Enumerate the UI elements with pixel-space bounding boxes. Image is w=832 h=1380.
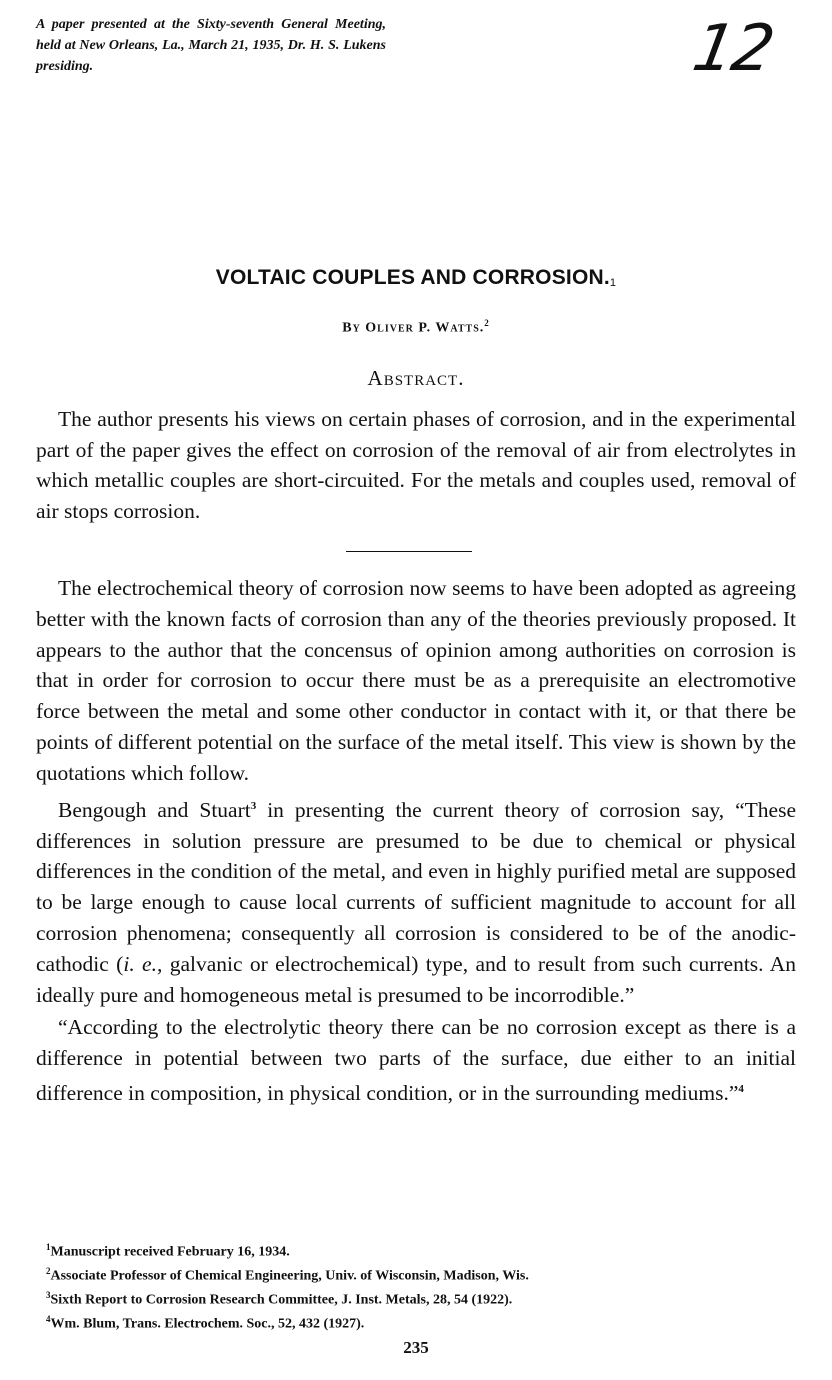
p2-start: Bengough and Stuart [58, 797, 251, 822]
footnote-number: 3 [46, 1290, 51, 1301]
body-paragraph-1: The electrochemical theory of corrosion now seems to have been adopted as agreeing better with the known facts of corrosion than any of the theories previously proposed. It appears to the author that the concensus of opinion among authorities on corrosion is that in order for corrosion to occur there must be as a prerequisite an electromotive force between the metal and some other conductor in contact with it, or that there be points of different potential on the surface of the metal itself. This view is shown by the quotations which follow. [36, 576, 796, 785]
byline-footnote-marker: 2 [484, 318, 490, 328]
title-footnote-marker: 1 [609, 277, 617, 289]
byline-text: By Oliver P. Watts. [342, 320, 485, 336]
paper-title [0, 266, 832, 290]
page-number: 235 [403, 1338, 429, 1357]
footnote-text: Sixth Report to Corrosion Research Committee, J. Inst. Metals, 28, 54 (1922). [50, 1292, 513, 1308]
footnote-number: 1 [46, 1242, 51, 1252]
footnote [46, 1310, 786, 1334]
abstract-heading: Abstract. [367, 366, 465, 390]
title-text: VOLTAIC COUPLES AND CORROSION. [215, 266, 610, 289]
p2-ie: i. e., [123, 951, 163, 976]
footnote [46, 1238, 786, 1262]
footnote-number: 4 [46, 1314, 51, 1325]
footnotes [46, 1238, 786, 1335]
footnote-ref-4: 4 [738, 1082, 744, 1095]
section-divider [346, 551, 472, 552]
footnote [46, 1286, 786, 1310]
footnote-ref-3: 3 [250, 799, 257, 812]
footnote-text: Wm. Blum, Trans. Electrochem. Soc., 52, 432 (1927). [50, 1317, 365, 1333]
p2-quote: in presenting the current theory of corrosion say, “These differences in solution pressure are presumed to be due to chemical or physical differences in the condition of the metal, and even in highly purified metal are supposed to be large enough to cause local currents of sufficient magnitude to account for all corrosion phenomena; consequently all corrosion is considered to be of the anodic-cathodic ( [36, 797, 796, 976]
body-paragraph-3 [36, 1012, 796, 1109]
abstract [36, 404, 796, 526]
footnote-number: 2 [46, 1266, 51, 1277]
body-text [36, 573, 796, 1111]
footnote [46, 1262, 786, 1286]
author-byline [0, 318, 832, 337]
abstract-paragraph: The author presents his views on certain phases of corrosion, and in the experimental part of the paper gives the effect on corrosion of the removal of air from electrolytes in which metallic couples are short-circuited. For the metals and couples used, removal of air stops corrosion. [36, 407, 796, 523]
footnote-text: Manuscript received February 16, 1934. [50, 1244, 290, 1260]
p3-quote: “According to the electrolytic theory there can be no corrosion except as there is a difference in potential between two parts of the surface, due either to an initial difference in composition, in physical condition, or in the surrounding mediums.” [36, 1015, 796, 1106]
body-paragraph-2 [36, 791, 796, 1011]
p2-end: galvanic or electrochemical) type, and to result from such currents. An ideally pure and homogeneous metal is presumed to be incorrodible.” [36, 951, 796, 1007]
meeting-note: A paper presented at the Sixty-seventh General Meeting, held at New Orleans, La., March 21, 1935, Dr. H. S. Lukens presiding. [36, 17, 386, 74]
handwritten-page-number: 12 [687, 12, 778, 86]
footnote-text: Associate Professor of Chemical Engineering, Univ. of Wisconsin, Madison, Wis. [50, 1268, 529, 1284]
